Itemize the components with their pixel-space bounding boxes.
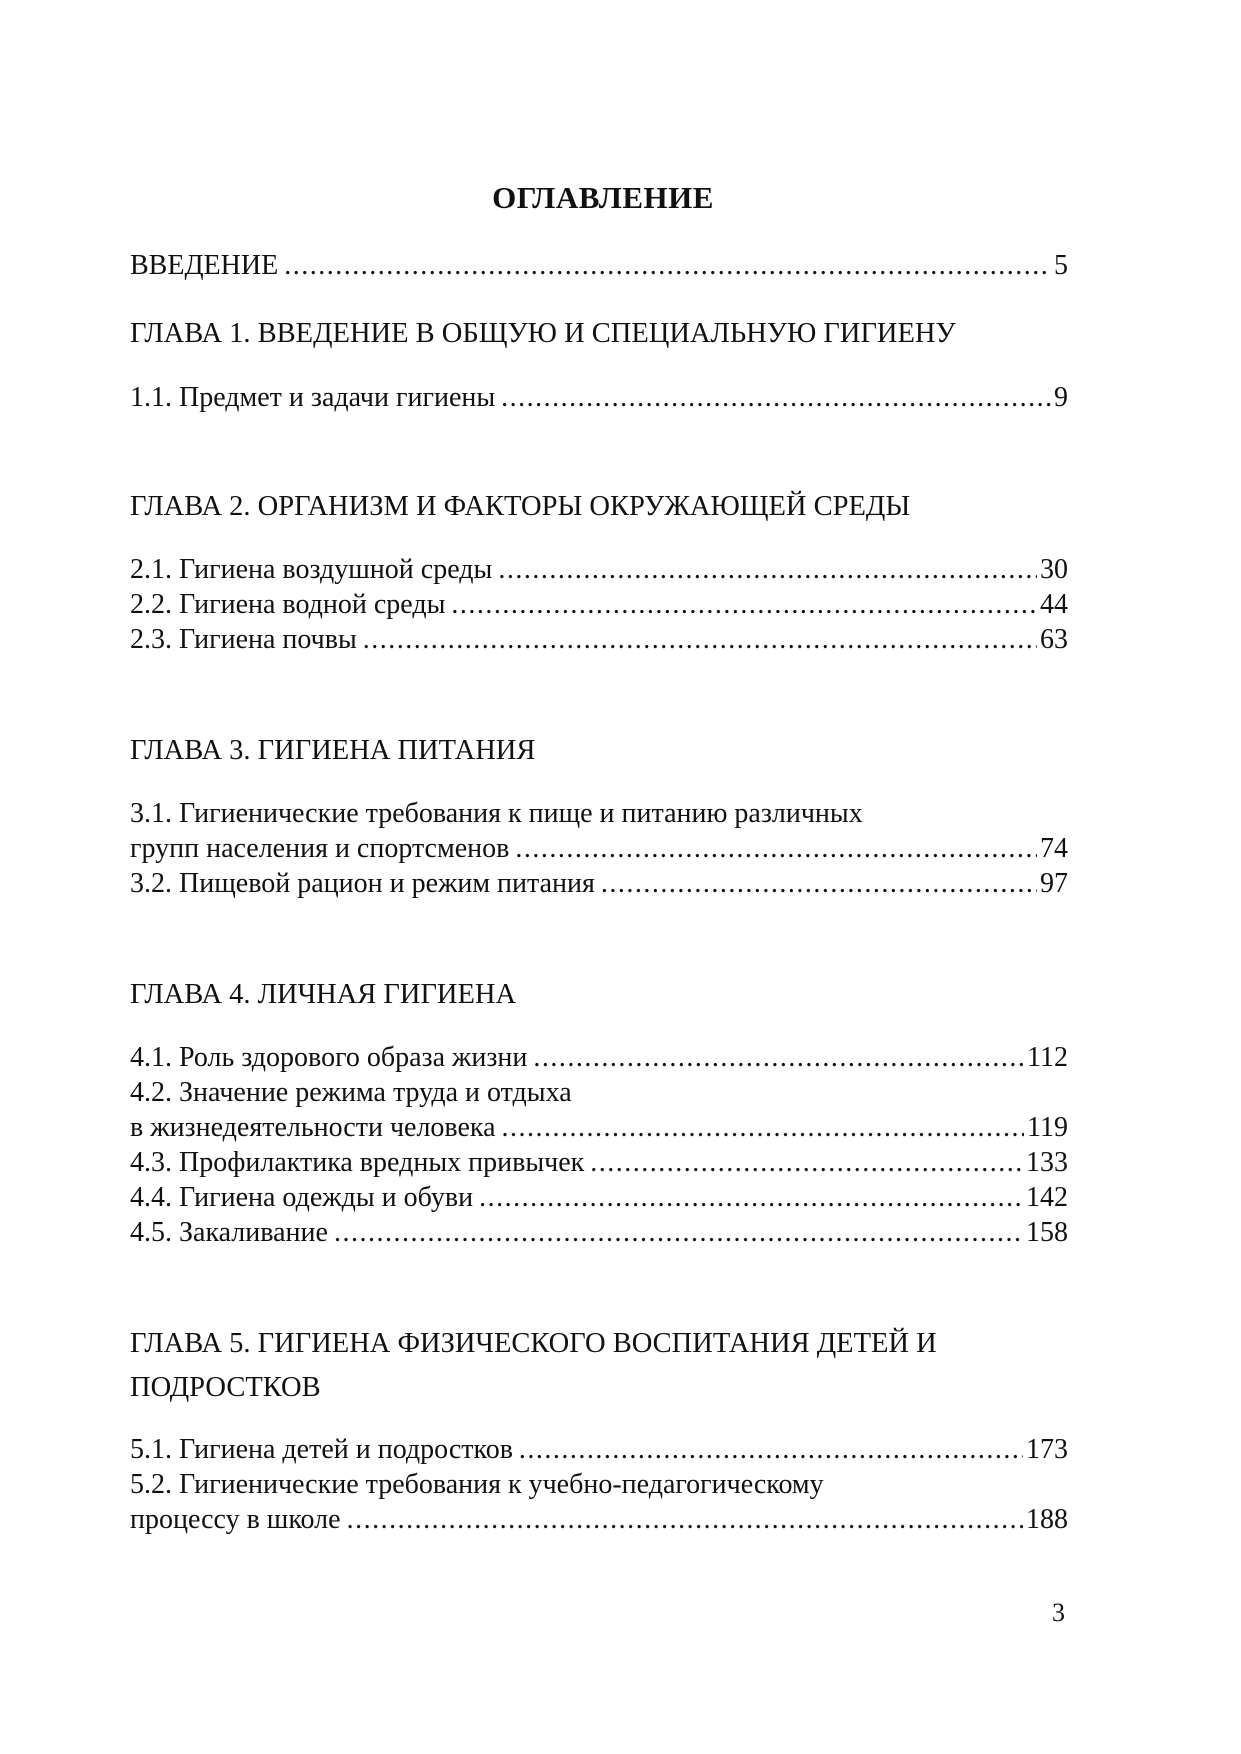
dot-leader: [498, 552, 1037, 587]
toc-entry-4-2-line1[interactable]: 4.2. Значение режима труда и отдыха: [130, 1077, 572, 1108]
toc-entry-2-3[interactable]: [130, 622, 1068, 657]
toc-entry-4-1[interactable]: [130, 1040, 1068, 1075]
toc-entry-page: 112: [1027, 1042, 1068, 1073]
toc-entry-4-5[interactable]: [130, 1215, 1068, 1250]
toc-entry-2-2[interactable]: [130, 587, 1068, 622]
toc-entry-4-4[interactable]: [130, 1180, 1068, 1215]
toc-entry-label: 5.1. Гигиена детей и подростков: [130, 1434, 513, 1465]
toc-entry-3-1[interactable]: [130, 831, 1068, 866]
toc-entry-page: 188: [1026, 1504, 1068, 1535]
toc-entry-label: 2.2. Гигиена водной среды: [130, 589, 446, 620]
chapter-heading-2[interactable]: ГЛАВА 2. ОРГАНИЗМ И ФАКТОРЫ ОКРУЖАЮЩЕЙ СРЕДЫ: [130, 491, 911, 522]
page-number: 3: [1052, 1598, 1065, 1627]
toc-entry-label: 3.2. Пищевой рацион и режим питания: [130, 868, 595, 899]
dot-leader: [284, 248, 1051, 283]
dot-leader: [601, 866, 1037, 901]
toc-entry-label: в жизнедеятельности человека: [130, 1112, 496, 1143]
toc-entry-page: 133: [1026, 1147, 1068, 1178]
dot-leader: [502, 1110, 1025, 1145]
chapter-heading-4[interactable]: ГЛАВА 4. ЛИЧНАЯ ГИГИЕНА: [130, 979, 517, 1010]
toc-entry-5-2-line1[interactable]: 5.2. Гигиенические требования к учебно-педагогическому: [130, 1469, 824, 1500]
toc-entry-1-1[interactable]: [130, 380, 1068, 415]
toc-entry-label: 4.5. Закаливание: [130, 1217, 328, 1248]
dot-leader: [363, 622, 1037, 657]
toc-entry-label: 1.1. Предмет и задачи гигиены: [130, 382, 496, 413]
toc-entry-label: 4.4. Гигиена одежды и обуви: [130, 1182, 474, 1213]
chapter-heading-1[interactable]: ГЛАВА 1. ВВЕДЕНИЕ В ОБЩУЮ И СПЕЦИАЛЬНУЮ ГИГИЕНУ: [130, 318, 956, 349]
toc-entry-label: групп населения и спортсменов: [130, 833, 510, 864]
toc-entry-3-1-line1[interactable]: 3.1. Гигиенические требования к пище и питанию различных: [130, 798, 863, 829]
chapter-heading-3[interactable]: ГЛАВА 3. ГИГИЕНА ПИТАНИЯ: [130, 735, 536, 766]
toc-entry-4-3[interactable]: [130, 1145, 1068, 1180]
toc-entry-page: 173: [1026, 1434, 1068, 1465]
dot-leader: [347, 1502, 1023, 1537]
dot-leader: [590, 1145, 1023, 1180]
toc-entry-page: 119: [1027, 1112, 1068, 1143]
toc-entry-label: ВВЕДЕНИЕ: [130, 250, 279, 281]
toc-entry-2-1[interactable]: [130, 552, 1068, 587]
dot-leader: [515, 831, 1037, 866]
toc-entry-label: 4.1. Роль здорового образа жизни: [130, 1042, 528, 1073]
toc-entry-5-2[interactable]: [130, 1502, 1068, 1537]
toc-entry-page: 9: [1054, 382, 1068, 413]
toc-entry-label: 2.1. Гигиена воздушной среды: [130, 554, 493, 585]
toc-entry-page: 30: [1040, 554, 1068, 585]
toc-entry-page: 5: [1054, 250, 1068, 281]
page-title: ОГЛАВЛЕНИЕ: [492, 180, 714, 215]
dot-leader: [501, 380, 1051, 415]
chapter-heading-5[interactable]: ГЛАВА 5. ГИГИЕНА ФИЗИЧЕСКОГО ВОСПИТАНИЯ ДЕТЕЙ И ПОДРОСТКОВ: [130, 1328, 937, 1403]
toc-entry-label: процессу в школе: [130, 1504, 341, 1535]
toc-entry-page: 63: [1040, 624, 1068, 655]
toc-entry-label: 4.3. Профилактика вредных привычек: [130, 1147, 585, 1178]
dot-leader: [451, 587, 1037, 622]
toc-entry-page: 74: [1040, 833, 1068, 864]
toc-entry-label: 2.3. Гигиена почвы: [130, 624, 357, 655]
dot-leader: [479, 1180, 1023, 1215]
dot-leader: [519, 1432, 1023, 1467]
toc-entry-4-2[interactable]: [130, 1110, 1068, 1145]
toc-entry-5-1[interactable]: [130, 1432, 1068, 1467]
dot-leader: [334, 1215, 1023, 1250]
toc-entry-intro[interactable]: [130, 248, 1068, 283]
toc-entry-page: 158: [1026, 1217, 1068, 1248]
toc-entry-3-2[interactable]: [130, 866, 1068, 901]
toc-entry-page: 97: [1040, 868, 1068, 899]
dot-leader: [533, 1040, 1024, 1075]
toc-entry-page: 44: [1040, 589, 1068, 620]
toc-entry-page: 142: [1026, 1182, 1068, 1213]
